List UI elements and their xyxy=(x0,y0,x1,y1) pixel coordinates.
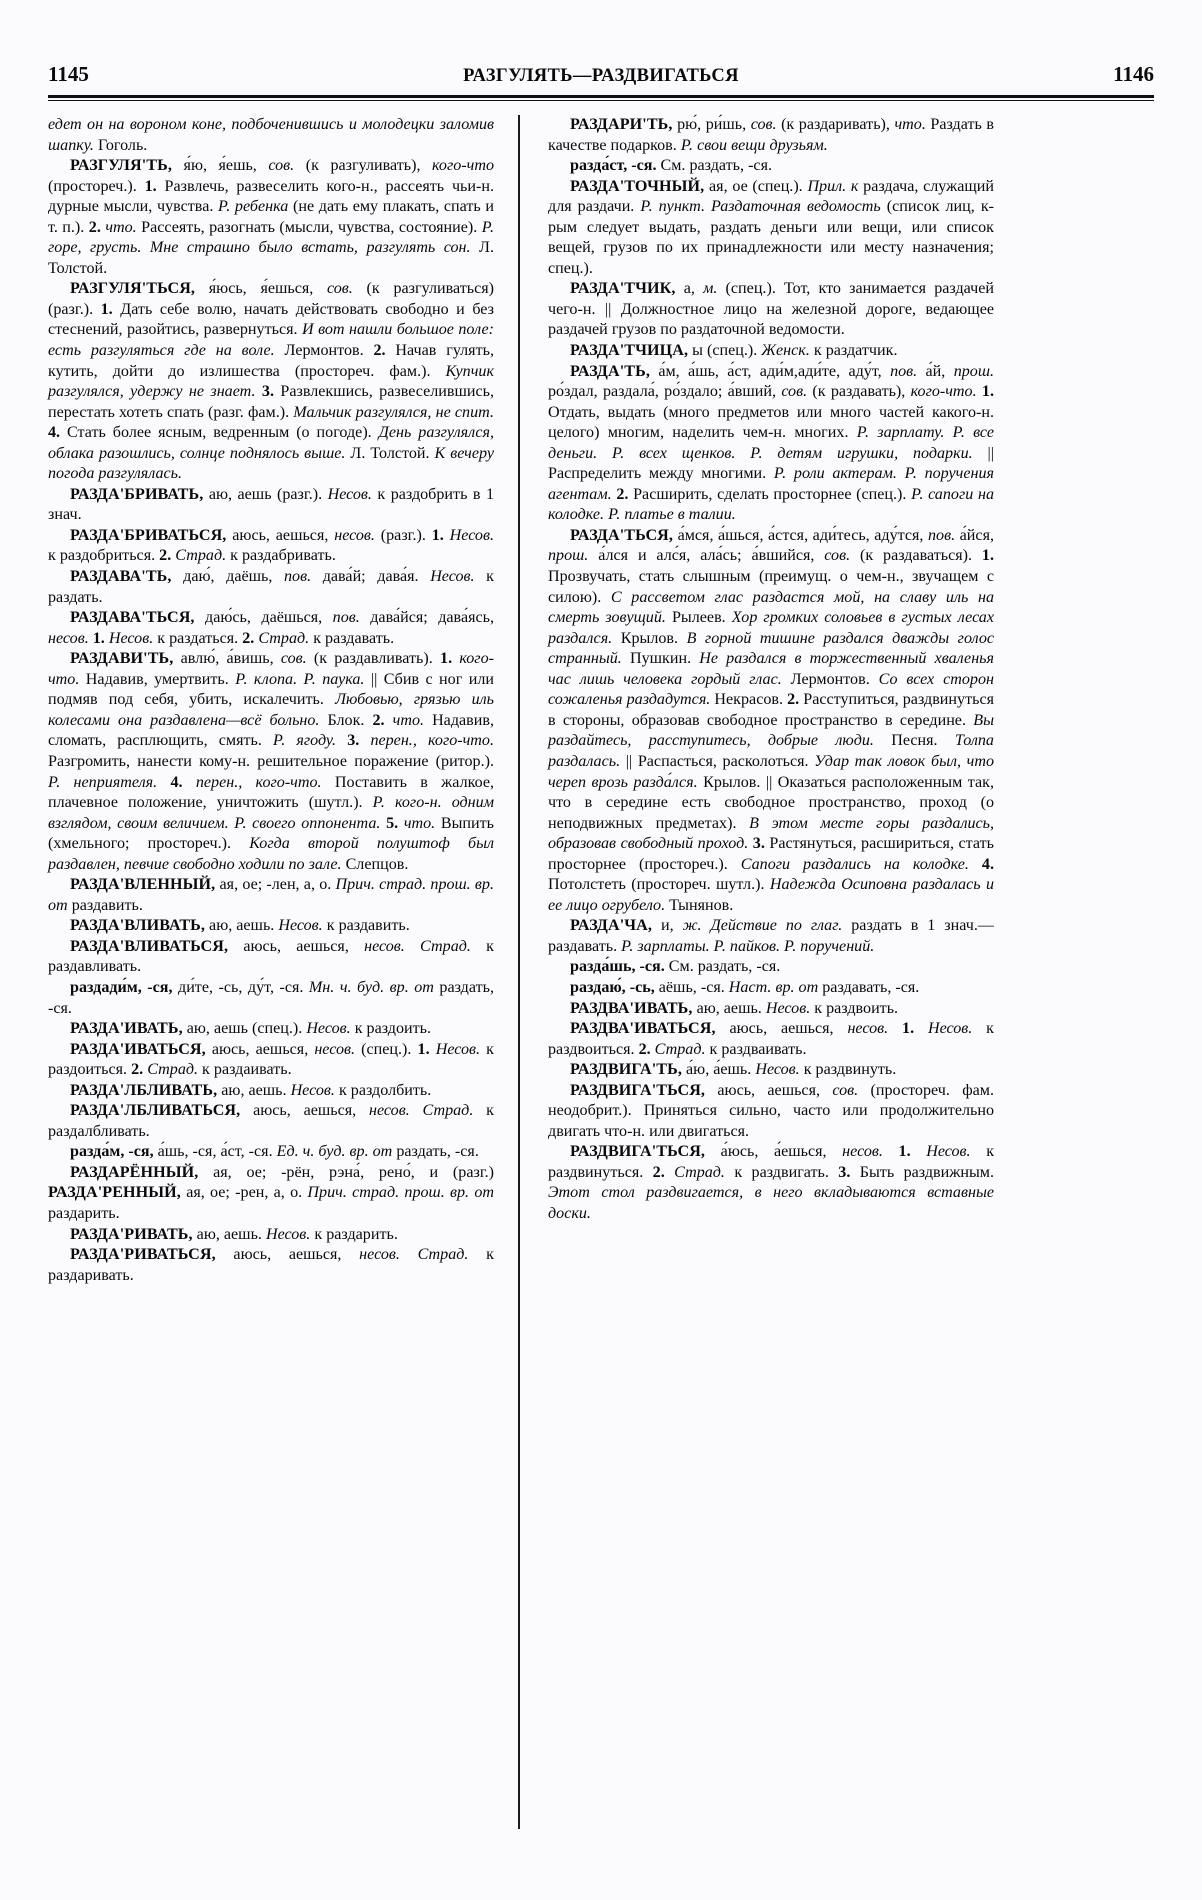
dictionary-entry: РАЗДАВИ'ТЬ, авлю́, а́вишь, сов. (к раздавливать). 1. кого-что. Надавив, умертвить. Р. клопа. Р. паука. || Сбив с ног или подмяв под себя, убить, искалечить. Любовью, грязью иль колесами она раздавлена—всё больно. Блок. 2. что. Надавив, сломать, расплющить, смять. Р. ягоду. 3. перен., кого-что. Разгромить, нанести кому-н. решительное поражение (ритор.). Р. неприятеля. 4. перен., кого-что. Поставить в жалкое, плачевное положение, уничтожить (шутл.). Р. кого-н. одним взглядом, своим величием. Р. своего оппонента. 5. что. Выпить (хмельного; простореч.). Когда второй полуштоф был раздавлен, певчие свободно ходили по зале. Слепцов. xyxy=(48,650,495,873)
dictionary-entry: РАЗГУЛЯ'ТЬ, я́ю, я́ешь, сов. (к разгуливать), кого-что (простореч.). 1. Развлечь, развеселить кого-н., рассеять чьи-н. дурные мысли, чувства. Р. ребенка (не дать ему плакать, спать и т. п.). 2. что. Рассеять, разогнать (мысли, чувства, состояние). Р. горе, грусть. Мне страшно было встать, разгулять сон. Л. Толстой. xyxy=(48,157,495,277)
text-columns xyxy=(48,115,1154,1829)
dictionary-entry: раздаю́, -сь, аёшь, -ся. Наст. вр. от раздавать, -ся. xyxy=(570,978,920,996)
dictionary-entry: РАЗДВИГА'ТЬ, а́ю, а́ешь. Несов. к раздвинуть. xyxy=(570,1061,897,1079)
page-content-area xyxy=(48,62,1154,1852)
folio-left: 1145 xyxy=(48,62,89,86)
dictionary-entry: РАЗДА'БРИВАТЬ, аю, аешь (разг.). Несов. к раздобрить в 1 знач. xyxy=(48,485,494,524)
dictionary-entry: РАЗДАВА'ТЬ, даю́, даёшь, пов. дава́й; дава́я. Несов. к раздать. xyxy=(48,568,494,606)
dictionary-entry: РАЗДВА'ИВАТЬ, аю, аешь. Несов. к раздвоить. xyxy=(570,999,899,1017)
dictionary-entry: РАЗДА'БРИВАТЬСЯ, аюсь, аешься, несов. (разг.). 1. Несов. к раздобриться. 2. Страд. к раздабривать. xyxy=(48,526,494,565)
dictionary-entry: РАЗДА'РИВАТЬСЯ, аюсь, аешься, несов. Страд. к раздаривать. xyxy=(48,1246,494,1284)
dictionary-entry: РАЗДА'ВЛИВАТЬ, аю, аешь. Несов. к раздавить. xyxy=(70,917,410,935)
header-rule xyxy=(48,95,1154,101)
dictionary-entry: РАЗДА'РИВАТЬ, аю, аешь. Несов. к раздарить. xyxy=(70,1225,398,1243)
column-divider xyxy=(518,115,520,1829)
dictionary-entry: РАЗДА'ЛБЛИВАТЬСЯ, аюсь, аешься, несов. Страд. к раздалбливать. xyxy=(48,1102,494,1140)
dictionary-entry: разда́м, -ся, а́шь, -ся, а́ст, -ся. Ед. ч. буд. вр. от раздать, -ся. xyxy=(70,1143,479,1161)
dictionary-entry: РАЗДА'ТОЧНЫЙ, ая, ое (спец.). Прил. к раздача, служащий для раздачи. Р. пункт. Раздаточная ведомость (список лиц, к-рым следует выдать, раздать деньги или вещи, или список вещей, грузов по их принадлежности или месту назначения; спец.). xyxy=(548,177,994,277)
dictionary-entry: РАЗДА'ЛБЛИВАТЬ, аю, аешь. Несов. к раздолбить. xyxy=(70,1081,432,1099)
dictionary-entry: РАЗГУЛЯ'ТЬСЯ, я́юсь, я́ешься, сов. (к разгуливаться) (разг.). 1. Дать себе волю, начать действовать свободно и без стеснений, разойтись, развернуться. И вот нашли большое поле: есть разгуляться где на воле. Лермонтов. 2. Начав гулять, кутить, дойти до излишества (простореч. фам.). Купчик разгулялся, удержу не знает. 3. Развлекшись, развеселившись, перестать хотеть спать (разг. фам.). Мальчик разгулялся, не спит. 4. Стать более ясным, ведренным (о погоде). День разгулялся, облака разошлись, солнце поднялось выше. Л. Толстой. К вечеру погода разгулялась. xyxy=(48,280,494,483)
dictionary-entry: РАЗДА'ТЧИЦА, ы (спец.). Женск. к раздатчик. xyxy=(570,342,898,360)
dictionary-entry: РАЗДА'ВЛИВАТЬСЯ, аюсь, аешься, несов. Страд. к раздавливать. xyxy=(48,937,494,976)
folio-right: 1146 xyxy=(1113,62,1154,86)
dictionary-entry: раздади́м, -ся, ди́те, -сь, ду́т, -ся. Мн. ч. буд. вр. от раздать, -ся. xyxy=(48,978,494,1017)
column-left xyxy=(48,115,508,1829)
dictionary-entry: РАЗДА'ТЬСЯ, а́мся, а́шься, а́стся, ади́тесь, аду́тся, пов. а́йся, прош. а́лся и алс́я, ала́сь; а́вшийся, сов. (к раздаваться). 1. Прозвучать, стать слышным (преимущ. о чем-н., звучащем с силою). С рассветом глас раздастся мой, на славу иль на смерть зовущий. Рылеев. Хор громких соловьев в густых лесах раздался. Крылов. В горной тишине раздался дважды голос странный. Пушкин. Не раздался в торжественный хваленья час лишь человека гордый глас. Лермонтов. Со всех сторон сожаленья раздадутся. Некрасов. 2. Расступиться, раздвинуться в стороны, образовав свободное пространство в середине. Вы раздайтесь, расступитесь, добрые люди. Песня. Толпа раздалась. || Распасться, расколоться. Удар так ловок был, что череп врозь разда́лся. Крылов. || Оказаться расположенным так, что в середине есть свободное пространство, проход (о неподвижных предметах). В этом месте горы раздались, образовав свободный проход. 3. Растянуться, расшириться, стать просторнее (простореч.). Сапоги раздались на колодке. 4. Потолстеть (простореч. шутл.). Надежда Осиповна раздалась и ее лицо огрубело. Тынянов. xyxy=(548,526,995,914)
dictionary-entry: РАЗДА'ВЛЕННЫЙ, ая, ое; -лен, а, о. Прич. страд. прош. вр. от раздавить. xyxy=(48,876,494,914)
dictionary-entry: РАЗДА'ИВАТЬ, аю, аешь (спец.). Несов. к раздоить. xyxy=(70,1020,432,1038)
dictionary-entry: РАЗДА'ИВАТЬСЯ, аюсь, аешься, несов. (спец.). 1. Несов. к раздоиться. 2. Страд. к раздаивать. xyxy=(48,1040,494,1079)
dictionary-entry: РАЗДА'ТЧИК, а, м. (спец.). Тот, кто занимается раздачей чего-н. || Должностное лицо на железной дороге, ведающее раздачей грузов по раздаточной ведомости. xyxy=(548,280,995,339)
dictionary-entry: РАЗДА'ТЬ, а́м, а́шь, а́ст, ади́м,ади́те, аду́т, пов. а́й, прош. ро́здал, раздала́, ро́здало; а́вший, сов. (к раздавать), кого-что. 1. Отдать, выдать (много предметов или много частей какого-н. целого) многим, наделить чем-н. многих. Р. зарплату. Р. все деньги. Р. всех щенков. Р. детям игрушки, подарки. || Распределить между многими. Р. роли актерам. Р. поручения агентам. 2. Расширить, сделать просторнее (спец.). Р. сапоги на колодке. Р. платье в талии. xyxy=(548,362,995,524)
dictionary-entry: РАЗДАРИ'ТЬ, рю́, ри́шь, сов. (к раздаривать), что. Раздать в качестве подарков. Р. свои вещи друзьям. xyxy=(548,116,994,154)
column-right xyxy=(530,115,994,1829)
dictionary-entry: РАЗДВИГА'ТЬСЯ, а́юсь, а́ешься, несов. 1. Несов. к раздвинуться. 2. Страд. к раздвигать. 3. Быть раздвижным. Этот стол раздвигается, в него вкладываются вставные доски. xyxy=(548,1143,995,1222)
dictionary-entry: РАЗДАРЁННЫЙ, ая, ое; -рён, рэна́, рено́, и (разг.) РАЗДА'РЕННЫЙ, ая, ое; -рен, а, о. Прич. страд. прош. вр. от раздарить. xyxy=(48,1163,494,1222)
entry-continuation: едет он на вороном коне, подбоченившись и молодецки заломив шапку. Гоголь. xyxy=(48,116,494,154)
dictionary-entry: РАЗДВА'ИВАТЬСЯ, аюсь, аешься, несов. 1. Несов. к раздвоиться. 2. Страд. к раздваивать. xyxy=(548,1020,994,1058)
dictionary-entry: РАЗДВИГА'ТЬСЯ, аюсь, аешься, сов. (простореч. фам. неодобрит.). Приняться сильно, часто или продолжительно двигать что-н. или двигаться. xyxy=(548,1081,994,1140)
running-title: РАЗГУЛЯТЬ—РАЗДВИГАТЬСЯ xyxy=(463,66,739,86)
dictionary-entry: РАЗДАВА'ТЬСЯ, даю́сь, даёшься, пов. дава́йся; дава́ясь, несов. 1. Несов. к раздаться. 2. Страд. к раздавать. xyxy=(48,609,494,647)
running-head xyxy=(48,62,1154,92)
dictionary-entry: разда́ст, -ся. См. раздать, -ся. xyxy=(570,157,772,175)
dictionary-entry: РАЗДА'ЧА, и, ж. Действие по глаг. раздать в 1 знач.—раздавать. Р. зарплаты. Р. пайков. Р. поручений. xyxy=(548,917,994,955)
dictionary-entry: разда́шь, -ся. См. раздать, -ся. xyxy=(570,958,781,976)
